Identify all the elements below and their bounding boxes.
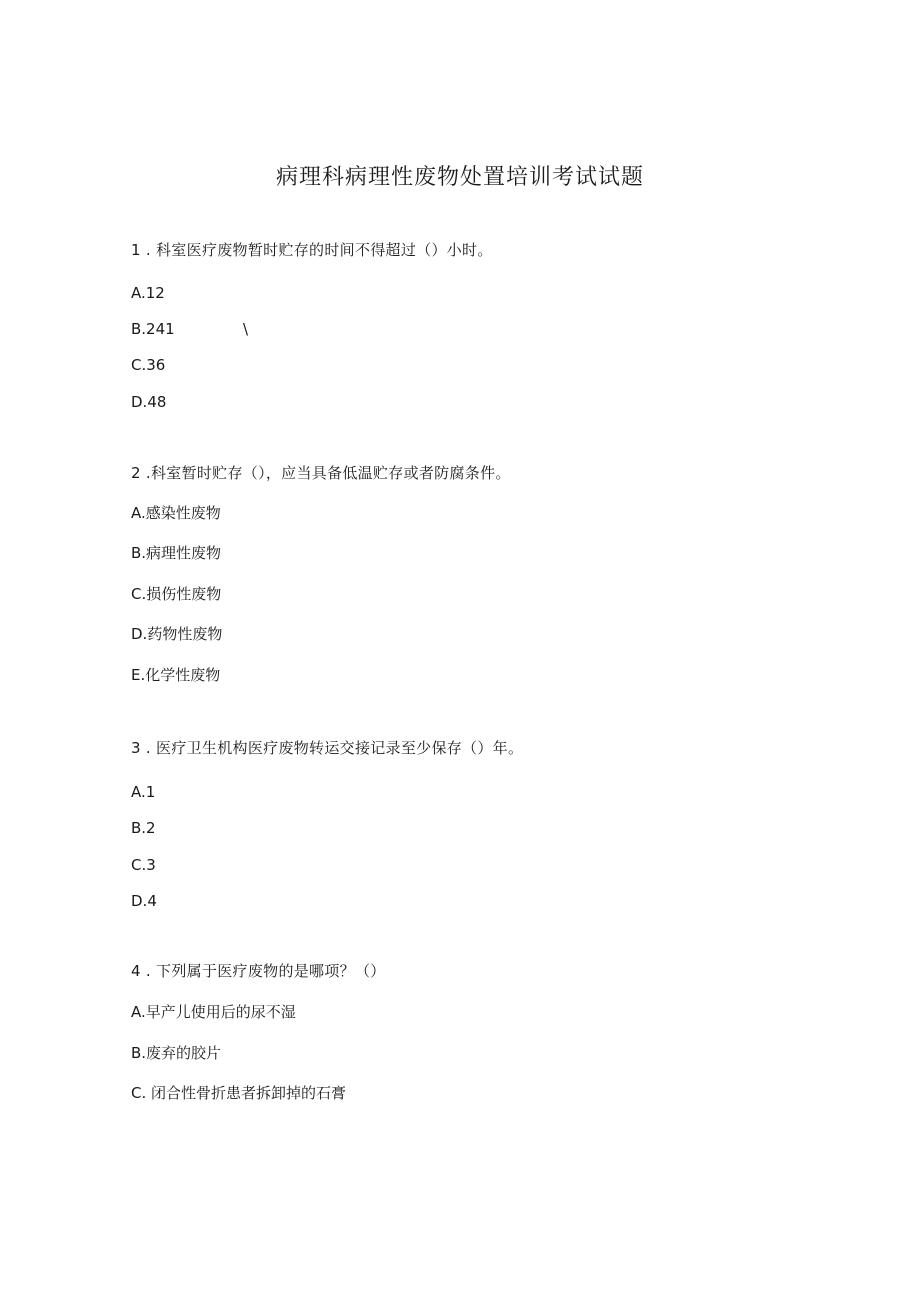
question-3-option-a: A.1 <box>131 783 156 801</box>
question-1-option-c: C.36 <box>131 356 166 374</box>
question-2-option-b: B.病理性废物 <box>131 544 222 562</box>
question-4-stem: 4 . 下列属于医疗废物的是哪项？（） <box>131 962 386 980</box>
question-4-option-b: B.废弃的胶片 <box>131 1044 222 1062</box>
page-title: 病理科病理性废物处置培训考试试题 <box>275 165 644 190</box>
question-2-option-e: E.化学性废物 <box>131 666 221 684</box>
question-3-option-d: D.4 <box>131 892 157 910</box>
stray-mark: \ <box>243 320 249 338</box>
question-2-option-d: D.药物性废物 <box>131 625 223 643</box>
question-1-option-b: B.241 <box>131 320 175 338</box>
question-4-option-a: A.早产儿使用后的尿不湿 <box>131 1003 296 1021</box>
question-2-stem: 2 .科室暂时贮存（），应当具备低温贮存或者防腐条件。 <box>131 464 511 482</box>
question-3-option-b: B.2 <box>131 819 156 837</box>
question-2-option-c: C.损伤性废物 <box>131 585 222 603</box>
question-1-option-a: A.12 <box>131 284 165 302</box>
question-1-stem: 1 . 科室医疗废物暂时贮存的时间不得超过（）小时。 <box>131 241 493 259</box>
question-1-option-d: D.48 <box>131 393 167 411</box>
question-3-stem: 3 . 医疗卫生机构医疗废物转运交接记录至少保存（）年。 <box>131 739 524 757</box>
question-4-option-c: C. 闭合性骨折患者拆卸掉的石膏 <box>131 1084 347 1102</box>
question-3-option-c: C.3 <box>131 856 156 874</box>
question-2-option-a: A.感染性废物 <box>131 504 221 522</box>
